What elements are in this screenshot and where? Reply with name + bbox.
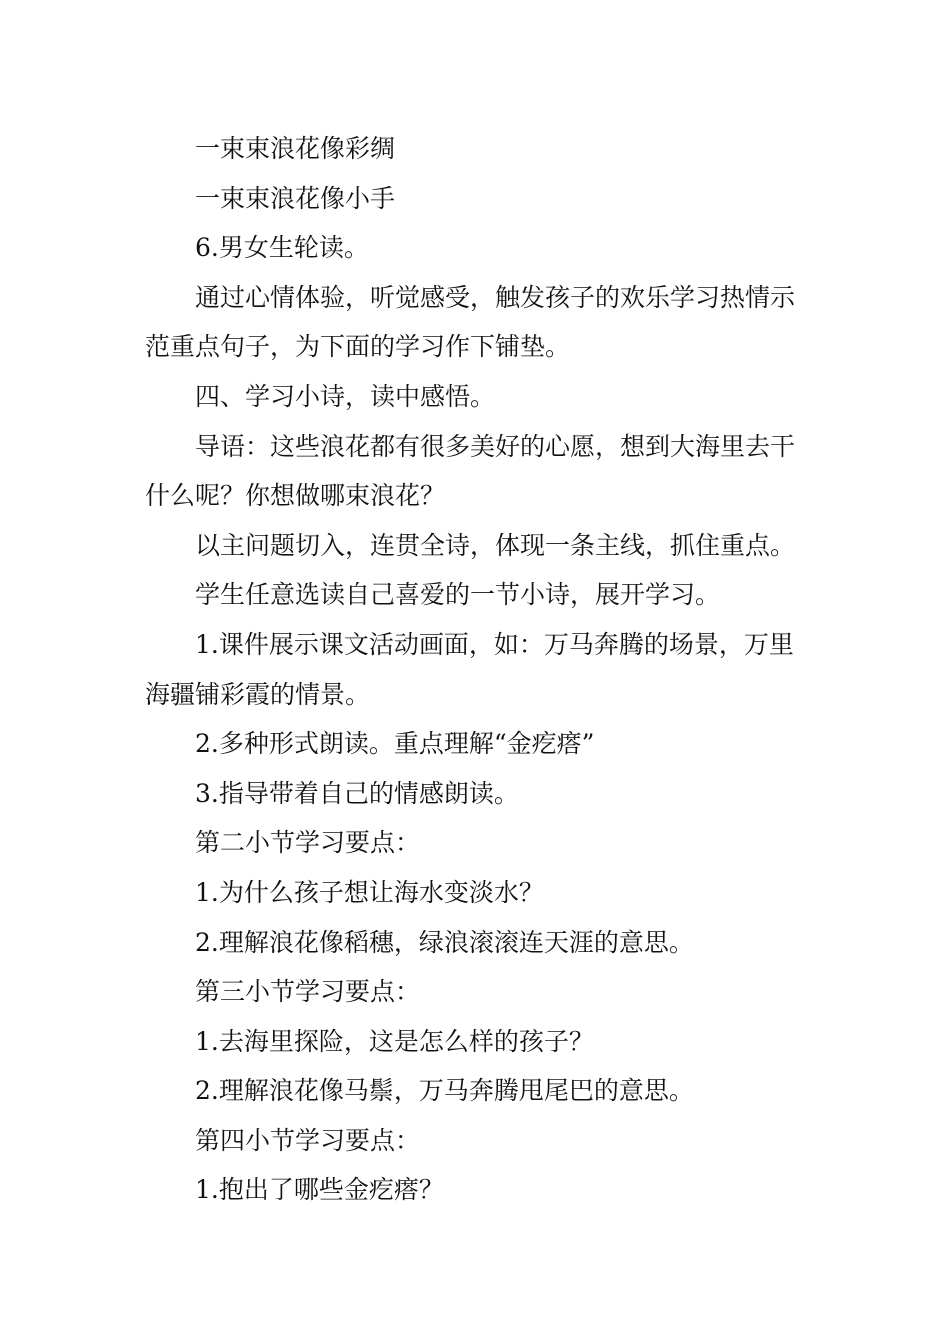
paragraph: 第四小节学习要点： (195, 1125, 421, 1155)
paragraph: 1.去海里探险，这是怎么样的孩子？ (195, 1026, 594, 1056)
paragraph: 2.理解浪花像马鬃，万马奔腾甩尾巴的意思。 (195, 1076, 694, 1106)
paragraph: 四、学习小诗，读中感悟。 (195, 381, 496, 411)
paragraph: 3.指导带着自己的情感朗读。 (195, 778, 519, 808)
paragraph: 第三小节学习要点： (195, 977, 421, 1007)
paragraph: 2.理解浪花像稻穗，绿浪滚滚连天涯的意思。 (195, 927, 694, 957)
paragraph: 一束束浪花像小手 (195, 183, 396, 213)
paragraph: 第二小节学习要点： (195, 828, 421, 858)
paragraph: 1.抱出了哪些金疙瘩？ (195, 1175, 444, 1205)
paragraph: 1.课件展示课文活动画面，如：万马奔腾的场景，万里海疆铺彩霞的情景。 (145, 629, 794, 709)
document-body (145, 124, 810, 1215)
paragraph: 以主问题切入，连贯全诗，体现一条主线，抓住重点。 (195, 530, 796, 560)
paragraph: 6.男女生轮读。 (195, 233, 369, 263)
paragraph: 一束束浪花像彩绸 (195, 134, 396, 163)
paragraph: 导语：这些浪花都有很多美好的心愿，想到大海里去干什么呢？你想做哪束浪花？ (145, 431, 796, 511)
paragraph: 通过心情体验，听觉感受，触发孩子的欢乐学习热情示范重点句子，为下面的学习作下铺垫。 (145, 282, 796, 362)
paragraph: 2.多种形式朗读。重点理解“金疙瘩” (195, 729, 595, 759)
paragraph: 1.为什么孩子想让海水变淡水？ (195, 877, 544, 907)
paragraph: 学生任意选读自己喜爱的一节小诗，展开学习。 (195, 580, 721, 610)
